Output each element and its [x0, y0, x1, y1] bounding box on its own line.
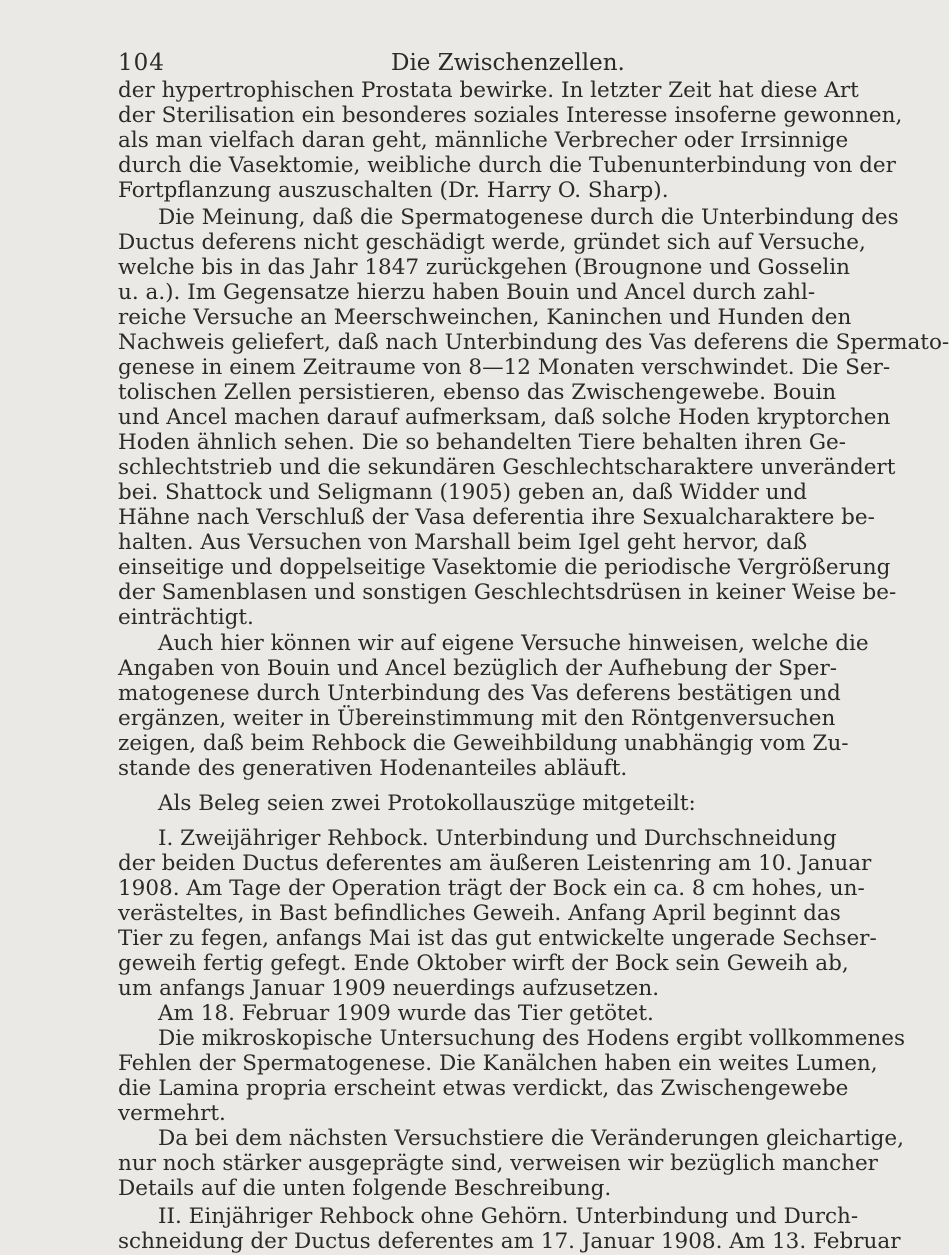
- text-line: die Lamina propria erscheint etwas verdickt, das Zwischengewebe: [118, 1076, 849, 1101]
- page-number: 104: [118, 50, 165, 76]
- page-header: [118, 50, 758, 80]
- text-line: Fortpflanzung auszuschalten (Dr. Harry O. Sharp).: [118, 178, 669, 203]
- text-line: ergänzen, weiter in Übereinstimmung mit den Röntgenversuchen: [118, 706, 836, 731]
- text-line: nur noch stärker ausgeprägte sind, verweisen wir bezüglich mancher: [118, 1151, 878, 1176]
- text-line: der Sterilisation ein besonderes soziales Interesse insoferne gewonnen,: [118, 103, 903, 128]
- text-line: Ductus deferens nicht geschädigt werde, gründet sich auf Versuche,: [118, 230, 866, 255]
- paragraph-start-line: Da bei dem nächsten Versuchstiere die Veränderungen gleichartige,: [158, 1126, 904, 1151]
- text-line: reiche Versuche an Meerschweinchen, Kaninchen und Hunden den: [118, 305, 852, 330]
- text-line: um anfangs Januar 1909 neuerdings aufzusetzen.: [118, 976, 660, 1001]
- paragraph-start-line: Als Beleg seien zwei Protokollauszüge mitgeteilt:: [158, 791, 696, 816]
- text-line: vermehrt.: [118, 1101, 226, 1126]
- paragraph-start-line: Die Meinung, daß die Spermatogenese durch die Unterbindung des: [158, 205, 899, 230]
- protocol-heading-line: I. Zweijähriger Rehbock. Unterbindung und Durchschneidung: [158, 826, 837, 851]
- text-line: verästeltes, in Bast befindliches Geweih. Anfang April beginnt das: [118, 901, 841, 926]
- paragraph-start-line: Auch hier können wir auf eigene Versuche hinweisen, welche die: [158, 631, 869, 656]
- paragraph-start-line: Die mikroskopische Untersuchung des Hodens ergibt vollkommenes: [158, 1026, 906, 1051]
- text-line: einträchtigt.: [118, 605, 254, 630]
- text-line: durch die Vasektomie, weibliche durch die Tubenunterbindung von der: [118, 153, 896, 178]
- text-line: geweih fertig gefegt. Ende Oktober wirft der Bock sein Geweih ab,: [118, 951, 849, 976]
- text-line: genese in einem Zeitraume von 8—12 Monaten verschwindet. Die Ser-: [118, 355, 891, 380]
- text-line: schneidung der Ductus deferentes am 17. Januar 1908. Am 13. Februar: [118, 1229, 901, 1254]
- text-line: tolischen Zellen persistieren, ebenso das Zwischengewebe. Bouin: [118, 380, 837, 405]
- text-line: der beiden Ductus deferentes am äußeren Leistenring am 10. Januar: [118, 851, 872, 876]
- text-line: der hypertrophischen Prostata bewirke. In letzter Zeit hat diese Art: [118, 78, 859, 103]
- protocol-heading-line: II. Einjähriger Rehbock ohne Gehörn. Unterbindung und Durch-: [158, 1204, 859, 1229]
- text-line: matogenese durch Unterbindung des Vas deferens bestätigen und: [118, 681, 841, 706]
- text-line: Angaben von Bouin und Ancel bezüglich der Aufhebung der Sper-: [118, 656, 837, 681]
- text-line: bei. Shattock und Seligmann (1905) geben an, daß Widder und: [118, 480, 808, 505]
- text-line: Tier zu fegen, anfangs Mai ist das gut entwickelte ungerade Sechser-: [118, 926, 877, 951]
- text-line: u. a.). Im Gegensatze hierzu haben Bouin und Ancel durch zahl-: [118, 280, 816, 305]
- text-line: zeigen, daß beim Rehbock die Geweihbildung unabhängig vom Zu-: [118, 731, 849, 756]
- text-line: Details auf die unten folgende Beschreibung.: [118, 1176, 612, 1201]
- text-line: stande des generativen Hodenanteiles abläuft.: [118, 756, 628, 781]
- text-line: und Ancel machen darauf aufmerksam, daß solche Hoden kryptorchen: [118, 405, 891, 430]
- paragraph-start-line: Am 18. Februar 1909 wurde das Tier getötet.: [158, 1001, 654, 1026]
- text-line: Hoden ähnlich sehen. Die so behandelten Tiere behalten ihren Ge-: [118, 430, 846, 455]
- text-line: der Samenblasen und sonstigen Geschlechtsdrüsen in keiner Weise be-: [118, 580, 897, 605]
- text-line: einseitige und doppelseitige Vasektomie die periodische Vergrößerung: [118, 555, 891, 580]
- text-line: 1908. Am Tage der Operation trägt der Bock ein ca. 8 cm hohes, un-: [118, 876, 865, 901]
- text-line: als man vielfach daran geht, männliche Verbrecher oder Irrsinnige: [118, 128, 849, 153]
- text-line: Hähne nach Verschluß der Vasa deferentia ihre Sexualcharaktere be-: [118, 505, 875, 530]
- text-line: schlechtstrieb und die sekundären Geschlechtscharaktere unverändert: [118, 455, 896, 480]
- text-line: Nachweis geliefert, daß nach Unterbindung des Vas deferens die Spermato-: [118, 330, 949, 355]
- text-line: welche bis in das Jahr 1847 zurückgehen (Brougnone und Gosselin: [118, 255, 851, 280]
- text-line: halten. Aus Versuchen von Marshall beim Igel geht hervor, daß: [118, 530, 808, 555]
- running-title: Die Zwischenzellen.: [391, 50, 625, 76]
- text-line: Fehlen der Spermatogenese. Die Kanälchen haben ein weites Lumen,: [118, 1051, 878, 1076]
